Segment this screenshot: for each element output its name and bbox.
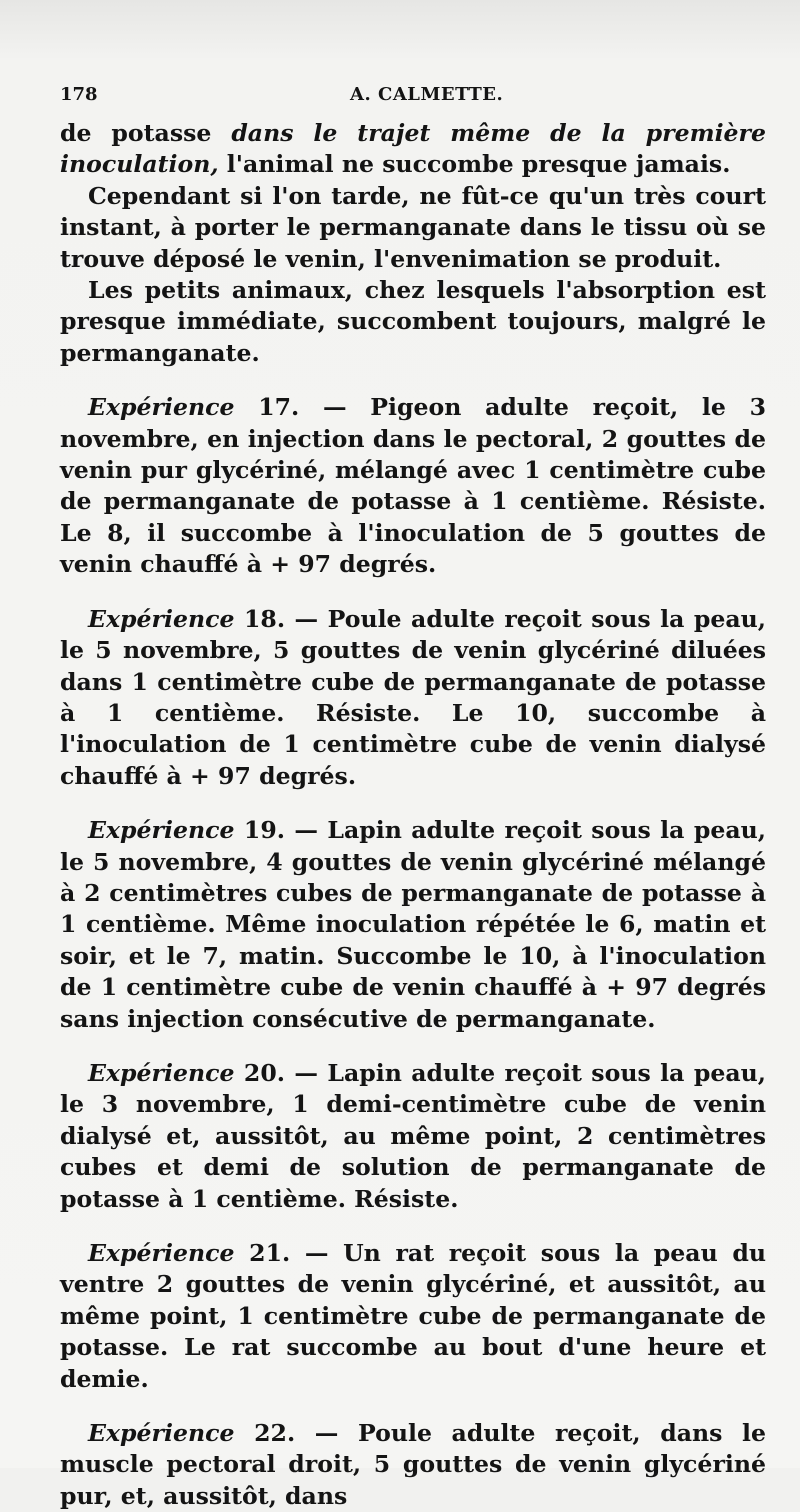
body-text — [60, 118, 766, 1512]
experiment-18 — [60, 604, 766, 792]
experiment-text: — Poule adulte reçoit, dans le muscle pectoral droit, 5 gouttes de venin glycériné pur, et, aussitôt, dans — [60, 1419, 766, 1510]
experiment-number: 19. — [243, 816, 285, 845]
paragraph-1-emphasis: dans le trajet même de la première inoculation, — [60, 119, 766, 179]
experiment-number: 17. — [258, 393, 300, 422]
experiment-label: Expérience — [88, 604, 235, 633]
experiment-label: Expérience — [88, 1419, 235, 1448]
experiment-19 — [60, 815, 766, 1035]
paragraph-1 — [60, 118, 766, 181]
experiment-label: Expérience — [88, 1058, 235, 1087]
paragraph-1-start: de potasse — [60, 119, 232, 147]
experiment-number: 22. — [254, 1419, 296, 1448]
experiment-text: — Lapin adulte reçoit sous la peau, le 3 novembre, 1 demi-centimètre cube de venin dialysé et, aussitôt, au même point, 2 centimètres cubes et demi de solution de permanganate de potasse à 1 centième. Résiste. — [60, 1058, 766, 1213]
experiment-text: — Un rat reçoit sous la peau du ventre 2 gouttes de venin glycériné, et aussitôt, au même point, 1 centimètre cube de permanganate de potasse. Le rat succombe au bout d'une heure et demie. — [60, 1239, 767, 1393]
paragraph-2: Cependant si l'on tarde, ne fût-ce qu'un très court instant, à porter le permanganate dans le tissu où se trouve déposé le venin, l'envenimation se produit. — [60, 181, 766, 273]
running-head: A. CALMETTE. — [350, 84, 504, 105]
experiment-21 — [60, 1238, 766, 1395]
experiment-number: 18. — [243, 604, 286, 633]
experiment-number: 21. — [249, 1239, 291, 1267]
paragraph-3: Les petits animaux, chez lesquels l'absorption est presque immédiate, succombent toujours, malgré le permanganate. — [60, 276, 766, 367]
experiment-text: — Lapin adulte reçoit sous la peau, le 5 novembre, 4 gouttes de venin glycériné mélangé à 2 centimètres cubes de permanganate de potasse à 1 centième. Même inoculation répétée le 6, matin et soir, et le 7, matin. Succombe le 10, à l'inoculation de 1 centimètre cube de venin chauffé à + 97 degrés sans injection consécutive de permanganate. — [60, 816, 766, 1033]
paragraph-1-end: l'animal ne succombe presque jamais. — [218, 150, 731, 179]
experiment-number: 20. — [243, 1058, 285, 1087]
experiment-text: — Pigeon adulte reçoit, le 3 novembre, en injection dans le pectoral, 2 gouttes de venin pur glycériné, mélangé avec 1 centimètre cube de permanganate de potasse à 1 centième. Résiste. Le 8, il succombe à l'inoculation de 5 gouttes de venin chauffé à + 97 degrés. — [60, 393, 766, 579]
page-header — [60, 84, 760, 110]
experiment-20 — [60, 1058, 766, 1215]
experiment-label: Expérience — [88, 816, 235, 845]
experiment-22 — [60, 1418, 766, 1512]
experiment-label: Expérience — [88, 393, 235, 422]
experiment-17 — [60, 392, 766, 580]
page-number: 178 — [60, 84, 98, 105]
experiment-label: Expérience — [88, 1239, 235, 1267]
experiment-text: — Poule adulte reçoit sous la peau, le 5 novembre, 5 gouttes de venin glycériné diluées dans 1 centimètre cube de permanganate de potasse à 1 centième. Résiste. Le 10, succombe à l'inoculation de 1 centimètre cube de venin dialysé chauffé à + 97 degrés. — [60, 604, 767, 790]
